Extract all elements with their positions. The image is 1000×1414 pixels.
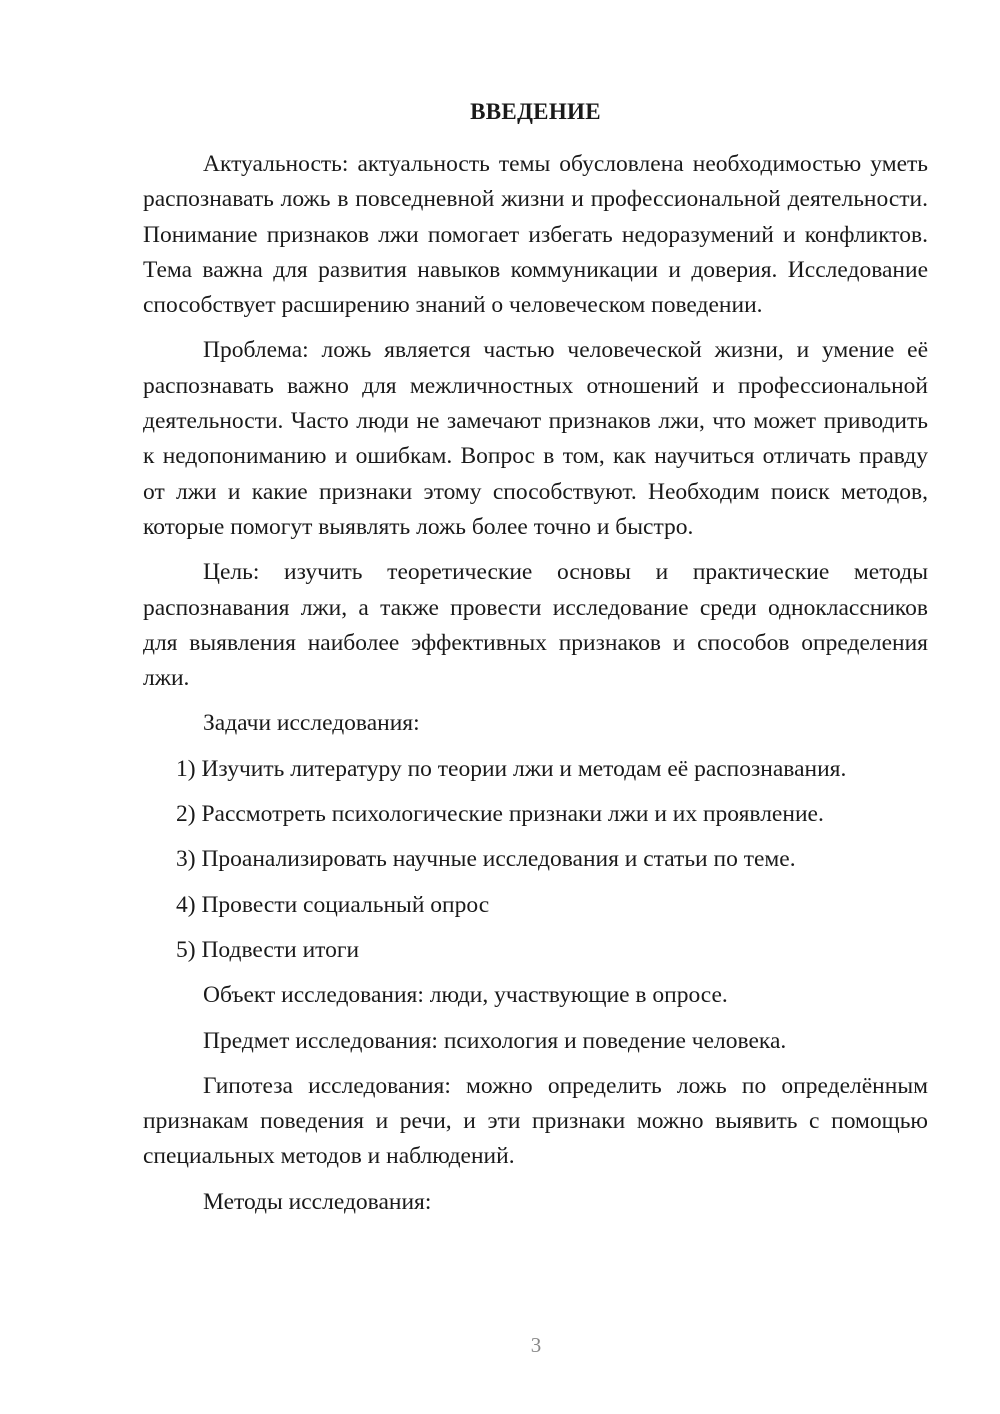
- subject-paragraph: Предмет исследования: психология и поведение человека.: [203, 1027, 787, 1054]
- task-item: 2) Рассмотреть психологические признаки лжи и их проявление.: [176, 801, 824, 828]
- relevance-paragraph: Актуальность: актуальность темы обусловлена необходимостью уметь распознавать ложь в повседневной жизни и профессиональной деятельности. Понимание признаков лжи помогает избегать недоразумений и конфликтов. Тема важна для развития навыков коммуникации и доверия. Исследование способствует расширению знаний о человеческом поведении.: [143, 151, 928, 319]
- task-item: 4) Провести социальный опрос: [176, 891, 490, 918]
- page-content: [143, 94, 928, 1230]
- page-number: 3: [530, 1333, 542, 1357]
- task-item: 5) Подвести итоги: [176, 936, 360, 963]
- tasks-title: Задачи исследования:: [203, 710, 420, 737]
- hypothesis-paragraph: Гипотеза исследования: можно определить ложь по определённым признакам поведения и речи, и эти признаки можно выявить с помощью специальных методов и наблюдений.: [143, 1072, 928, 1170]
- task-item: 3) Проанализировать научные исследования и статьи по теме.: [176, 846, 796, 873]
- object-paragraph: Объект исследования: люди, участвующие в опросе.: [203, 982, 728, 1009]
- methods-title: Методы исследования:: [203, 1188, 432, 1215]
- goal-paragraph: Цель: изучить теоретические основы и практические методы распознавания лжи, а также провести исследование среди одноклассников для выявления наиболее эффективных признаков и способов определения лжи.: [143, 559, 928, 692]
- problem-paragraph: Проблема: ложь является частью человеческой жизни, и умение её распознавать важно для межличностных отношений и профессиональной деятельности. Часто люди не замечают признаков лжи, что может приводить к недопониманию и ошибкам. Вопрос в том, как научиться отличать правду от лжи и какие признаки этому способствуют. Необходим поиск методов, которые помогут выявлять ложь более точно и быстро.: [143, 337, 928, 540]
- section-heading: ВВЕДЕНИЕ: [470, 99, 601, 124]
- tasks-list: [143, 752, 928, 968]
- task-item: 1) Изучить литературу по теории лжи и методам её распознавания.: [176, 755, 847, 782]
